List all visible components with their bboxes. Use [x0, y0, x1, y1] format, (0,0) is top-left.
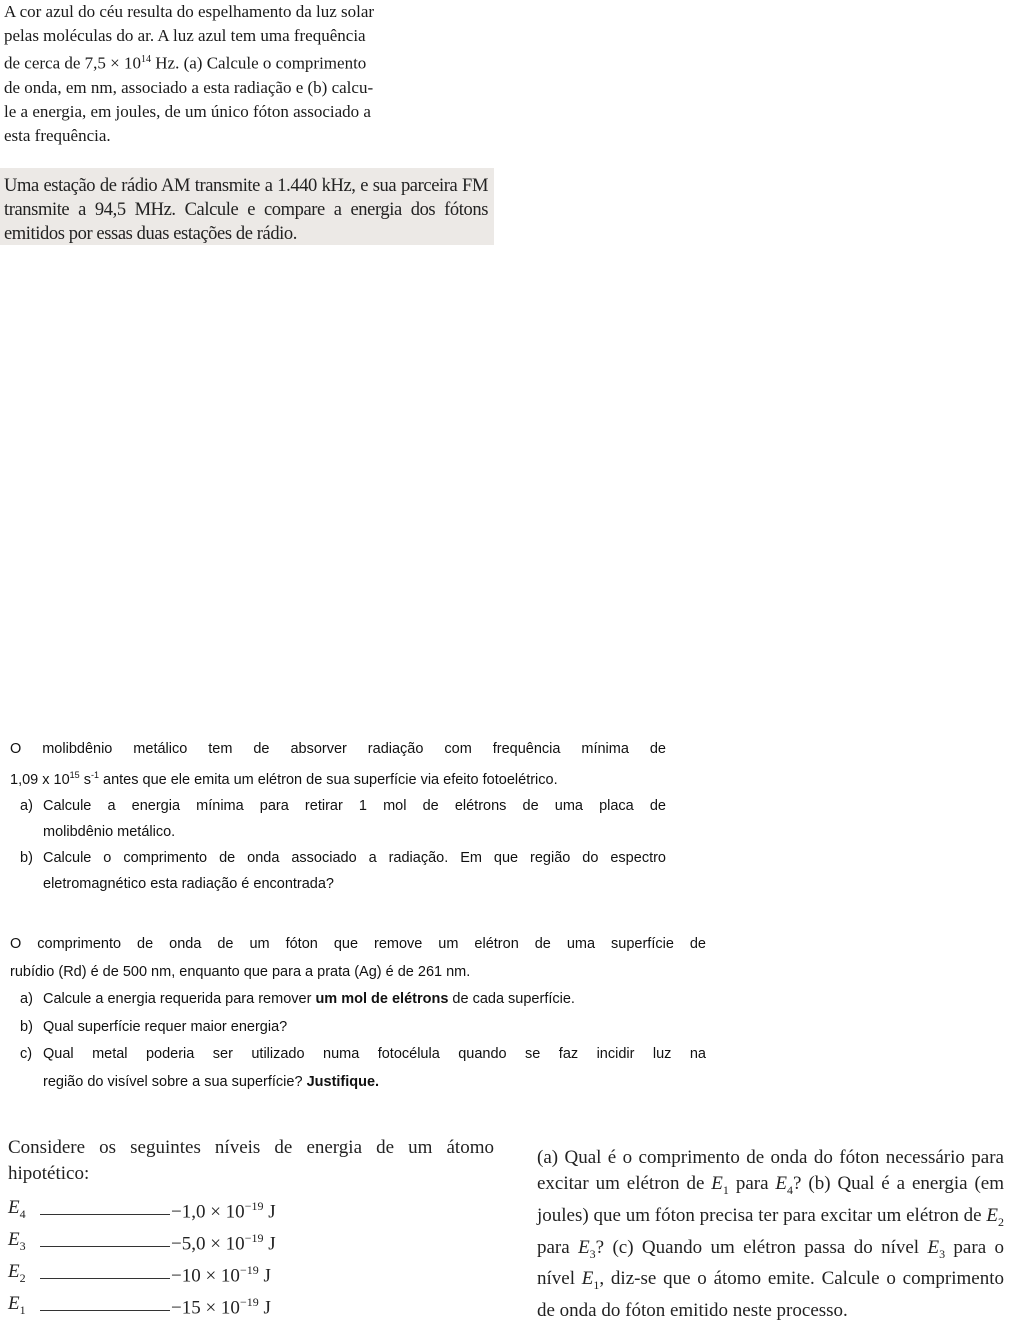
question-c	[10, 1041, 706, 1069]
exponent: −19	[239, 1295, 259, 1309]
text-line: esta frequência.	[4, 125, 111, 145]
symbol: E	[578, 1236, 590, 1258]
symbol: E	[8, 1293, 20, 1314]
text-span: Calcule a energia requerida para remover	[43, 991, 316, 1007]
problem-intro-cont	[10, 762, 666, 793]
exponent: 15	[69, 770, 80, 780]
energy-level-e1	[8, 1289, 494, 1321]
frequency-value: 1,09 x 10	[10, 771, 70, 788]
fill-line	[40, 1214, 170, 1215]
mantissa: −5,0 × 10	[171, 1233, 245, 1255]
mantissa: −15 × 10	[171, 1297, 240, 1319]
text-line: A cor azul do céu resulta do espelhamento da luz solar	[4, 2, 375, 21]
exponent: -1	[90, 770, 99, 780]
problem-energy-levels	[8, 1135, 494, 1321]
subscript: 3	[19, 1238, 26, 1253]
text-span: , diz-se que o átomo emite. Calcule o comprimento de onda do fóton emitido neste processo.	[537, 1268, 1004, 1322]
exponent: −19	[244, 1231, 264, 1245]
subscript: 2	[998, 1214, 1004, 1229]
unit: J	[258, 1297, 271, 1319]
subscript: 3	[589, 1246, 596, 1261]
symbol: E	[8, 1229, 20, 1250]
energy-level-e3	[8, 1225, 494, 1257]
unit: J	[263, 1201, 276, 1223]
problem-photon-metals	[10, 931, 706, 1096]
item-text-cont: molibdênio metálico.	[43, 823, 176, 840]
item-label: a)	[20, 991, 33, 1007]
problem-intro: O molibdênio metálico tem de absorver radiação com frequência mínima de	[10, 741, 666, 757]
text-span: região do visível sobre a sua superfície?	[43, 1073, 307, 1090]
level-value	[171, 1193, 276, 1225]
item-text: Qual metal poderia ser utilizado numa fotocélula quando se faz incidir luz na	[43, 1046, 706, 1062]
item-text: Qual superfície requer maior energia?	[43, 1018, 288, 1035]
symbol: E	[927, 1236, 940, 1258]
exponent: −19	[239, 1263, 259, 1277]
fill-line	[40, 1246, 170, 1247]
symbol: E	[775, 1173, 788, 1194]
problem-intro: Considere os seguintes níveis de energia de um átomo hipotético:	[8, 1137, 494, 1184]
question-a	[10, 793, 666, 819]
symbol: E	[986, 1204, 998, 1226]
bold-text: Justifique.	[306, 1073, 380, 1090]
symbol: E	[8, 1261, 20, 1282]
level-label	[8, 1195, 26, 1227]
level-label	[8, 1259, 26, 1291]
fill-line	[40, 1310, 170, 1311]
subscript: 1	[593, 1278, 600, 1293]
problem-energy-questions	[537, 1145, 1004, 1324]
text-span: para o nível	[537, 1236, 1004, 1290]
problem-radio-stations	[0, 168, 494, 245]
item-text	[43, 986, 706, 1014]
text-line: antes que ele emita um elétron de sua superfície via efeito fotoelétrico.	[98, 771, 558, 788]
text-line: de onda, em nm, associado a esta radiação e (b) calcu-	[4, 77, 374, 97]
exponent: −19	[244, 1199, 264, 1213]
text-span: (a) Qual é o comprimento de onda do fóton necessário para excitar um elétron de	[537, 1147, 1004, 1194]
text-span: ? (b) Qual é a energia (em joules) que um fóton precisa ter para excitar um elétron de	[537, 1173, 1004, 1226]
exponent: 14	[141, 54, 152, 65]
subscript: 2	[19, 1270, 26, 1285]
item-text-cont	[10, 1069, 706, 1097]
subscript: 4	[19, 1206, 26, 1221]
item-label: c)	[20, 1046, 33, 1062]
level-label	[8, 1227, 26, 1259]
symbol: E	[711, 1173, 723, 1194]
problem-text	[4, 0, 432, 148]
problem-intro: O comprimento de onda de um fóton que remove um elétron de uma superfície de	[10, 936, 706, 952]
text-span: ? (c) Quando um elétron passa do nível	[595, 1236, 928, 1258]
unit: s	[79, 771, 91, 788]
item-text: Calcule o comprimento de onda associado a radiação. Em que região do espectro	[43, 849, 666, 866]
question-b	[10, 1014, 706, 1042]
text-line: le a energia, em joules, de um único fóton associado a	[4, 101, 371, 121]
bold-text: um mol de elétrons	[315, 991, 449, 1007]
symbol: E	[581, 1268, 594, 1290]
subscript: 1	[722, 1182, 729, 1197]
problem-text: Uma estação de rádio AM transmite a 1.440 kHz, e sua parceira FM transmite a 94,5 MHz. Calcule e compare a energia dos fótons emitidos por essas duas estações de rádio.	[4, 176, 488, 244]
mantissa: −1,0 × 10	[171, 1201, 245, 1223]
energy-level-e2	[8, 1257, 494, 1289]
item-text-cont: eletromagnético esta radiação é encontrada?	[43, 875, 334, 892]
text-span: para	[728, 1173, 776, 1194]
level-value	[171, 1289, 271, 1321]
problem-molybdenum	[10, 736, 666, 897]
subscript: 4	[787, 1182, 794, 1197]
level-value	[171, 1257, 271, 1289]
problem-intro-cont: rubídio (Rd) é de 500 nm, enquanto que para a prata (Ag) é de 261 nm.	[10, 963, 471, 980]
energy-level-e4	[8, 1193, 494, 1225]
question-a	[10, 986, 706, 1014]
text-line: Hz. (a) Calcule o comprimento	[151, 53, 367, 73]
unit: J	[258, 1265, 271, 1287]
text-span: de cada superfície.	[448, 991, 575, 1007]
symbol: E	[8, 1197, 20, 1218]
level-value	[171, 1225, 276, 1257]
question-b	[10, 845, 666, 871]
item-label: b)	[20, 849, 33, 866]
problem-blue-sky	[4, 0, 432, 148]
text-span: para	[537, 1236, 579, 1258]
item-label: a)	[20, 797, 33, 814]
item-text: Calcule a energia mínima para retirar 1 mol de elétrons de uma placa de	[43, 797, 666, 814]
text-line: pelas moléculas do ar. A luz azul tem uma frequência	[4, 26, 366, 45]
item-label: b)	[20, 1018, 33, 1035]
fill-line	[40, 1278, 170, 1279]
subscript: 1	[19, 1302, 26, 1317]
text-line: de cerca de 7,5 × 10	[4, 53, 142, 73]
subscript: 3	[939, 1246, 946, 1261]
level-label	[8, 1291, 26, 1323]
mantissa: −10 × 10	[171, 1265, 240, 1287]
unit: J	[263, 1233, 276, 1255]
